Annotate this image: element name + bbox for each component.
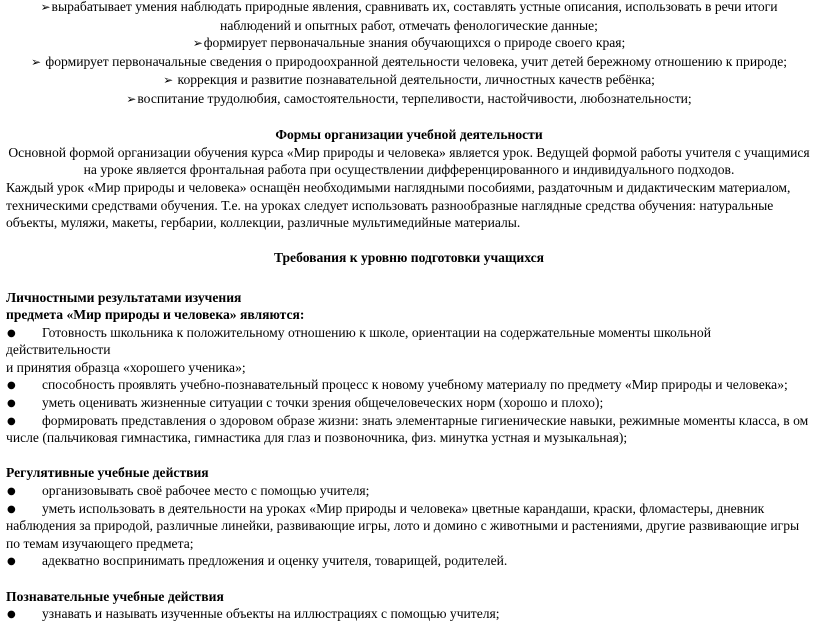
- requirements-heading: Требования к уровню подготовки учащихся: [273, 250, 545, 266]
- bullet-icon: ●: [7, 327, 16, 339]
- cognitive-heading: Познавательные учебные действия: [6, 588, 224, 604]
- bullet-icon: ●: [7, 609, 16, 621]
- spacer: [6, 232, 812, 250]
- list-item: ● способность проявлять учебно-познавательный процесс к новому учебному материалу по предмету «Мир природы и человека»;: [6, 376, 812, 394]
- spacer: [6, 267, 812, 285]
- personal-heading-line-2: предмета «Мир природы и человека» являются:: [6, 307, 305, 323]
- bullet-icon: ●: [7, 556, 16, 568]
- arrow-icon: ➢: [192, 36, 203, 51]
- list-item: ● формировать представления о здоровом образе жизни: знать элементарные гигиенические навыки, режимные моменты класса, в ом числе (пальчиковая гимнастика, гимнастика для глаз и позвоночника, физ. минутка устная и музыкальная);: [6, 412, 809, 446]
- forms-heading: Формы организации учебной деятельности: [275, 127, 543, 143]
- cognitive-list: [6, 605, 812, 623]
- arrow-icon: ➢: [163, 73, 174, 88]
- bullet-icon: ●: [7, 503, 16, 515]
- regulatory-heading: Регулятивные учебные действия: [6, 465, 209, 481]
- goal-item-3: ➢ формирует первоначальные сведения о природоохранной деятельности человека, учит детей бережному отношению к природе;: [30, 53, 788, 69]
- forms-paragraph-2: Каждый урок «Мир природы и человека» оснащён необходимыми наглядными пособиями, раздаточным и дидактическим материалом, техническими средствами обучения. Т.е. на уроках следует использовать разнообразные наглядные средства обучения: натуральные объекты, муляжи, макеты, гербарии, коллекции, различные мультимедийные материалы.: [6, 179, 791, 231]
- arrow-icon: ➢: [126, 91, 137, 106]
- goal-item-4: ➢ коррекция и развитие познавательной деятельности, личностных качеств ребёнка;: [163, 72, 655, 88]
- goal-item-1: ➢вырабатывает умения наблюдать природные явления, сравнивать их, составлять устные описания, использовать в речи итоги наблюдений и опытных работ, отмечать фенологические данные;: [40, 0, 778, 33]
- spacer: [6, 109, 812, 127]
- goal-item-2: ➢формирует первоначальные знания обучающихся о природе своего края;: [192, 35, 626, 51]
- personal-list: [6, 324, 812, 447]
- list-item: ● узнавать и называть изученные объекты на иллюстрациях с помощью учителя;: [6, 605, 812, 623]
- bullet-icon: ●: [7, 380, 16, 392]
- bullet-icon: ●: [7, 486, 16, 498]
- bullet-icon: ●: [7, 415, 16, 427]
- list-item: ● уметь оценивать жизненные ситуации с точки зрения общечеловеческих норм (хорошо и плохо);: [6, 394, 812, 412]
- arrow-icon: ➢: [40, 0, 51, 14]
- list-item: ● организовывать своё рабочее место с помощью учителя;: [6, 482, 812, 500]
- regulatory-list: [6, 482, 812, 570]
- goal-item-5: ➢воспитание трудолюбия, самостоятельности, терпеливости, настойчивости, любознательности;: [126, 90, 692, 106]
- list-item: ● уметь использовать в деятельности на уроках «Мир природы и человека» цветные карандаши, краски, фломастеры, дневник наблюдения за природой, различные линейки, развивающие игры, лото и домино с животными и растениями, другие развивающие игры по темам изучающего предмета;: [6, 500, 800, 551]
- list-item: ● адекватно воспринимать предложения и оценку учителя, товарищей, родителей.: [6, 552, 812, 570]
- list-item: ● Готовность школьника к положительному отношению к школе, ориентации на содержательные моменты школьной действительности и принятия образца «хорошего ученика»;: [6, 324, 711, 375]
- spacer: [6, 447, 812, 465]
- forms-paragraph-1: Основной формой организации обучения курса «Мир природы и человека» является урок. Ведущей формой работы учителя с учащимися на уроке является фронтальная работа при осуществлении дифференцированного и индивидуального подходов.: [8, 144, 810, 178]
- personal-heading-line-1: Личностными результатами изучения: [6, 289, 242, 305]
- spacer: [6, 570, 812, 588]
- bullet-icon: ●: [7, 398, 16, 410]
- goals-list: [6, 0, 812, 109]
- arrow-icon: ➢: [30, 54, 41, 69]
